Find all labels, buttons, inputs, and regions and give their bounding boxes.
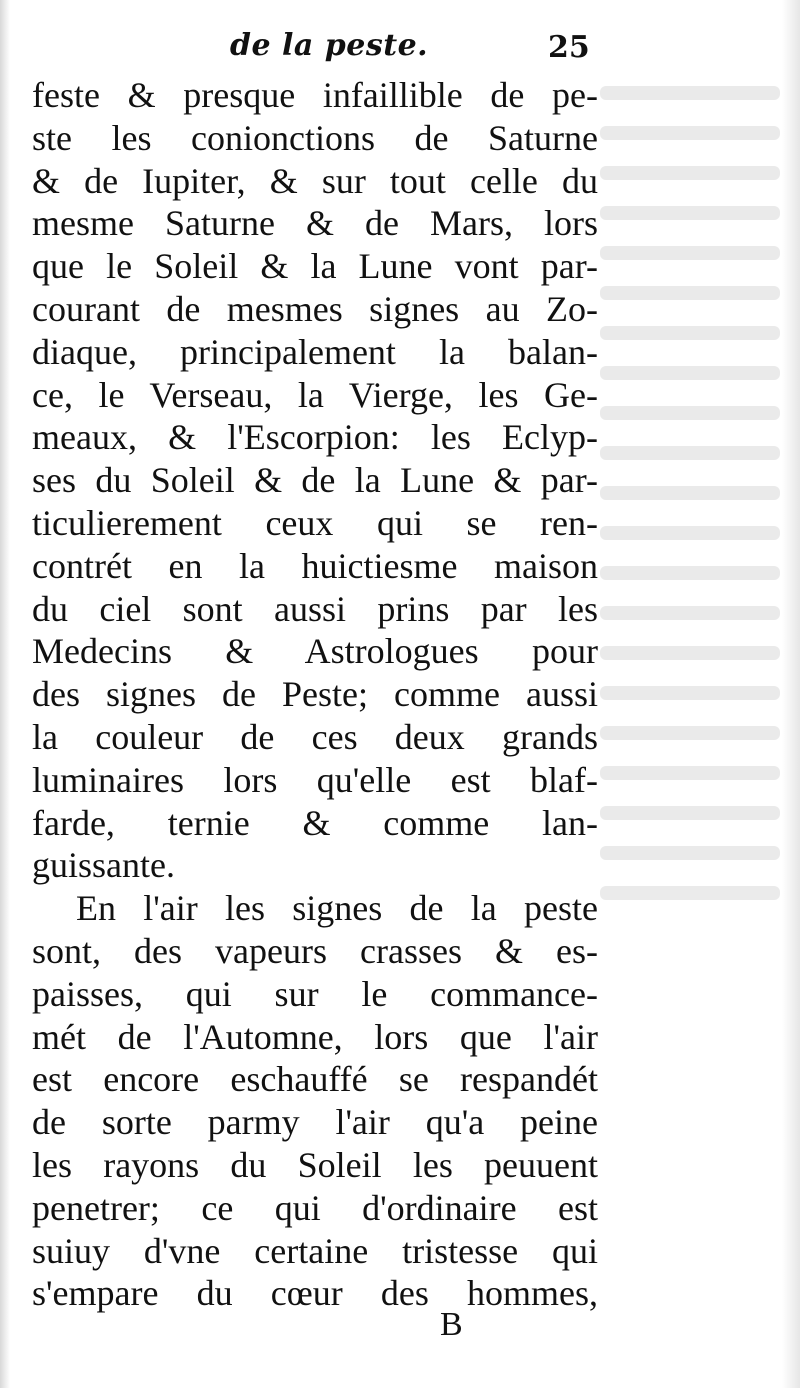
text-line: paisses, qui sur le commance- xyxy=(32,973,598,1014)
paragraph-end-line: guissante. xyxy=(32,845,175,886)
text-line: s'empare du cœur des hommes, xyxy=(32,1273,598,1314)
page-edge-right xyxy=(782,0,800,1388)
text-line: penetrer; ce qui d'ordinaire est xyxy=(32,1187,598,1228)
text-line: ses du Soleil & de la Lune & par- xyxy=(32,460,598,501)
text-line: mét de l'Automne, lors que l'air xyxy=(32,1016,598,1057)
text-line: courant de mesmes signes au Zo- xyxy=(32,288,598,329)
text-line: de sorte parmy l'air qu'a peine xyxy=(32,1102,598,1143)
signature-mark: B xyxy=(440,1306,463,1343)
running-head: de la peste. xyxy=(230,28,429,63)
text-line: sont, des vapeurs crasses & es- xyxy=(32,930,598,971)
page-edge-left xyxy=(0,0,10,1388)
text-line: du ciel sont aussi prins par les xyxy=(32,588,598,629)
text-line: la couleur de ces deux grands xyxy=(32,716,598,757)
text-line: les rayons du Soleil les peuuent xyxy=(32,1144,598,1185)
text-line: meaux, & l'Escorpion: les Eclyp- xyxy=(32,417,598,458)
paragraph-start-line: En l'air les signes de la peste xyxy=(76,888,598,929)
text-line: diaque, principalement la balan- xyxy=(32,331,598,372)
text-line: ticulierement ceux qui se ren- xyxy=(32,502,598,543)
text-line: est encore eschauffé se respandét xyxy=(32,1059,598,1100)
page-number: 25 xyxy=(548,30,590,65)
text-line: feste & presque infaillible de pe- xyxy=(32,75,598,115)
text-line: que le Soleil & la Lune vont par- xyxy=(32,246,598,287)
text-line: des signes de Peste; comme aussi xyxy=(32,674,598,715)
text-line: ce, le Verseau, la Vierge, les Ge- xyxy=(32,374,598,415)
text-line: farde, ternie & comme lan- xyxy=(32,802,598,843)
text-line: suiuy d'vne certaine tristesse qui xyxy=(32,1230,598,1271)
text-line: mesme Saturne & de Mars, lors xyxy=(32,203,598,244)
text-line: Medecins & Astrologues pour xyxy=(32,631,598,672)
text-line: ste les conionctions de Saturne xyxy=(32,117,598,158)
text-line: luminaires lors qu'elle est blaf- xyxy=(32,759,598,800)
text-line: & de Iupiter, & sur tout celle du xyxy=(32,160,598,201)
bleed-through-shadow xyxy=(600,60,780,1260)
body-text xyxy=(32,74,598,1315)
text-line: contrét en la huictiesme maison xyxy=(32,545,598,586)
